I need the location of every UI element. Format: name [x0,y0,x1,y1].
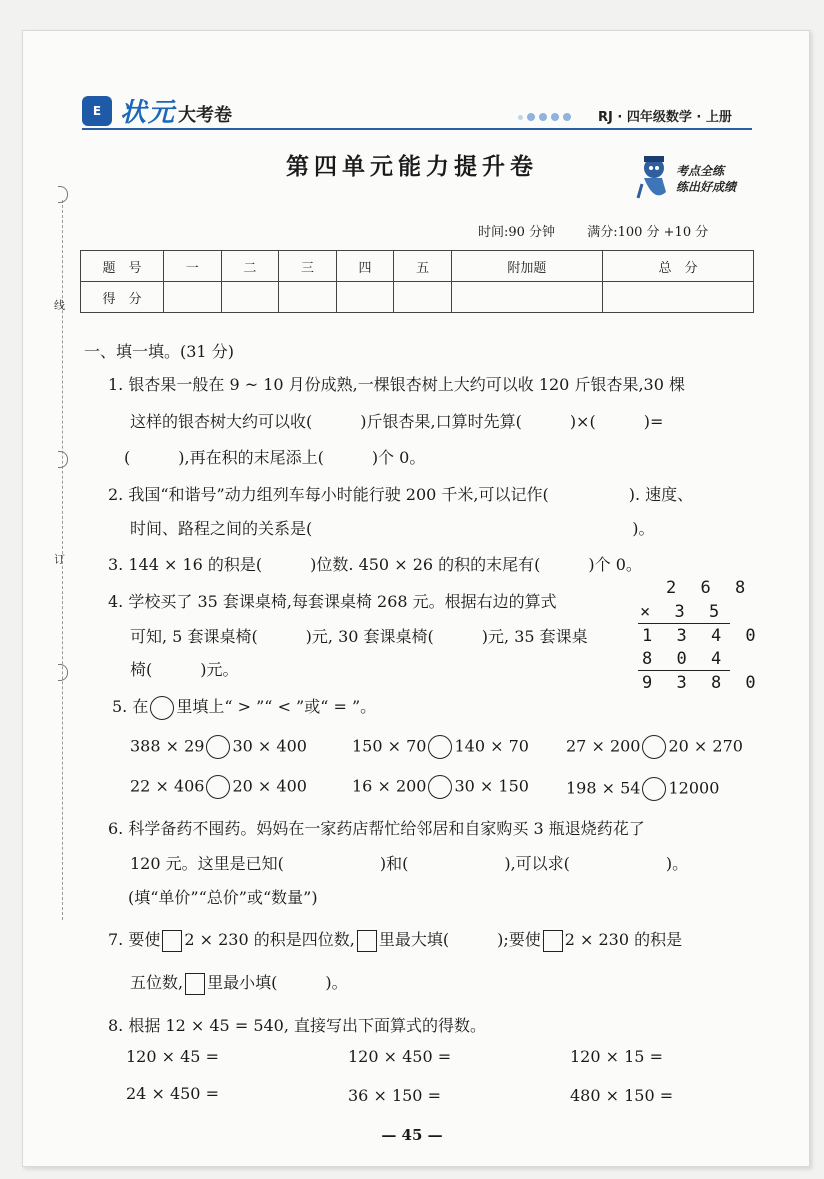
header-divider [82,128,752,130]
calc-multiplier: × 3 5 [640,602,727,622]
exam-full-score: 满分:100 分 +10 分 [587,225,709,240]
question-1-line-3: ( ),再在积的末尾添上( )个 0。 [124,448,426,467]
compare-answer-circle[interactable] [428,735,452,759]
score-table-header-row [81,251,754,282]
question-4-line-2: 可知, 5 套课桌椅( )元, 30 套课桌椅( )元, 35 套课桌 [130,627,588,646]
score-header-cell: 总 分 [602,251,753,282]
exam-time-info [478,221,736,240]
question-4-line-1: 4. 学校买了 35 套课桌椅,每套课桌椅 268 元。根据右边的算式 [108,592,557,611]
score-cell-2[interactable] [221,282,279,313]
calc-item-4: 24 × 450 = [126,1084,219,1103]
digit-box[interactable] [162,930,182,952]
slogan-line-1: 考点全练 [676,164,725,178]
question-2-line-1: 2. 我国“和谐号”动力组列车每小时能行驶 200 千米,可以记作( ). 速度、 [108,485,694,504]
digit-box[interactable] [543,930,563,952]
question-6-line-3: (填“单价”“总价”或“数量”) [128,888,318,907]
question-5-prefix: 5. 在 [112,697,149,716]
question-1-line-1: 1. 银杏果一般在 9 ~ 10 月份成熟,一棵银杏树上大约可以收 120 斤银杏果,30 棵 [108,375,685,394]
header-dots-decoration [518,113,571,121]
compare-item-3: 27 × 200 20 × 270 [566,735,743,759]
question-5-instruction: 里填上“ > ”“ < ”或“ = ”。 [176,697,377,716]
brand-logo [82,92,232,129]
question-7-line-2: 五位数, 里最小填( )。 [130,970,348,995]
compare-item-2: 150 × 70 140 × 70 [352,735,529,759]
score-header-cell: 一 [164,251,222,282]
digit-box-reference [185,973,205,995]
margin-mark-bind: 订 [54,553,65,566]
score-cell-3[interactable] [279,282,337,313]
section-title-fill-in: 一、填一填。(31 分) [84,342,234,361]
score-header-cell: 题 号 [81,251,164,282]
page-number: — 45 — [381,1126,443,1144]
score-header-cell: 四 [336,251,394,282]
grade-label: RJ · 四年级数学 · 上册 [598,110,732,125]
question-8-title: 8. 根据 12 × 45 = 540, 直接写出下面算式的得数。 [108,1016,487,1035]
question-3: 3. 144 × 16 的积是( )位数. 450 × 26 的积的末尾有( )个 0。 [108,555,642,574]
question-1-line-2: 这样的银杏树大约可以收( )斤银杏果,口算时先算( )×( )= [130,412,664,431]
calc-item-6: 480 × 150 = [570,1086,674,1105]
brand-name: 状元 [120,98,177,128]
compare-answer-circle[interactable] [206,735,230,759]
score-header-cell: 附加题 [451,251,602,282]
compare-item-5: 16 × 200 30 × 150 [352,775,529,799]
score-cell-4[interactable] [336,282,394,313]
score-cell-bonus[interactable] [451,282,602,313]
compare-item-4: 22 × 406 20 × 400 [130,775,307,799]
page-title: 第四单元能力提升卷 [286,153,538,180]
compare-answer-circle[interactable] [428,775,452,799]
margin-mark-line: 线 [54,299,65,312]
compare-item-6: 198 × 54 12000 [566,777,719,801]
slogan-text [676,163,736,195]
score-cell-total[interactable] [602,282,753,313]
score-row-label: 得 分 [81,282,164,313]
question-4-line-3: 椅( )元。 [130,660,239,679]
calc-item-2: 120 × 450 = [348,1047,452,1066]
calc-partial-product-2: 8 0 4 [642,649,729,669]
calc-item-1: 120 × 45 = [126,1047,219,1066]
brand-badge-icon: E [82,96,112,126]
compare-answer-circle[interactable] [206,775,230,799]
answer-circle-icon [150,696,174,720]
calc-partial-product-1: 1 3 4 0 [642,626,763,646]
compare-answer-circle[interactable] [642,777,666,801]
compare-answer-circle[interactable] [642,735,666,759]
score-header-cell: 五 [394,251,452,282]
question-2-line-2: 时间、路程之间的关系是( )。 [130,519,655,538]
score-header-cell: 二 [221,251,279,282]
question-6-line-2: 120 元。这里是已知( )和( ),可以求( )。 [130,854,689,873]
score-cell-5[interactable] [394,282,452,313]
score-table-score-row [81,282,754,313]
digit-box-reference [357,930,377,952]
calc-item-5: 36 × 150 = [348,1086,441,1105]
exam-duration: 时间:90 分钟 [478,225,556,240]
question-6-line-1: 6. 科学备药不囤药。妈妈在一家药店帮忙给邻居和自家购买 3 瓶退烧药花了 [108,819,645,838]
compare-item-1: 388 × 29 30 × 400 [130,735,307,759]
calc-product: 9 3 8 0 [642,673,763,693]
score-header-cell: 三 [279,251,337,282]
question-5-intro [112,694,376,720]
calc-item-3: 120 × 15 = [570,1047,663,1066]
score-cell-1[interactable] [164,282,222,313]
question-7-line-1: 7. 要使 2 × 230 的积是四位数, 里最大填( );要使 2 × 230 的积是 [108,927,682,952]
calc-multiplicand: 2 6 8 [666,578,753,598]
score-table [80,250,754,313]
slogan-line-2: 练出好成绩 [676,180,737,194]
brand-subtitle: 大考卷 [178,104,233,126]
